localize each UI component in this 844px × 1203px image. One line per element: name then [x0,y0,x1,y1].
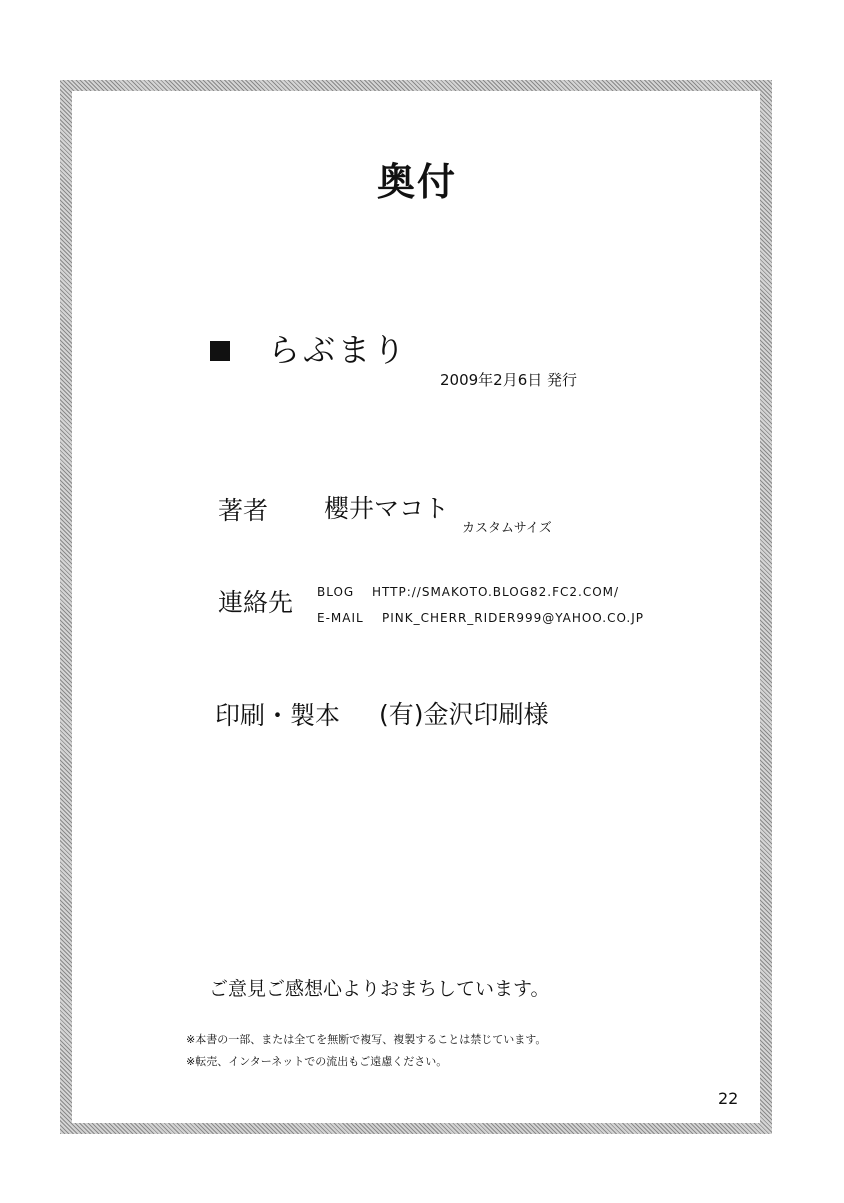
book-title: らぶまり [268,331,409,369]
square-bullet-icon [210,341,230,361]
printer-name: (有)金沢印刷様 [379,700,549,729]
publication-date: 2009年2月6日 発行 [440,371,578,389]
reader-message: ご意見ご感想心よりおまちしています。 [209,978,550,1000]
page-content [72,91,760,1123]
printing-label: 印刷・製本 [215,701,341,730]
contact-email-address: PINK_CHERR_RIDER999@YAHOO.CO.JP [382,611,644,625]
page-title: 奥付 [377,160,458,204]
contact-blog-label: BLOG [317,585,355,599]
circle-name: カスタムサイズ [462,521,552,536]
contact-email-label: E-MAIL [317,611,364,625]
page-number: 22 [718,1089,739,1108]
contact-label: 連絡先 [218,588,294,617]
author-label: 著者 [218,496,269,525]
page-border [60,80,772,1134]
copyright-note: ※本書の一部、または全てを無断で複写、複製することは禁じています。 [186,1033,547,1046]
copyright-note: ※転売、インターネットでの流出もご遠慮ください。 [186,1055,448,1068]
author-name: 櫻井マコト [324,494,450,523]
contact-blog-url: HTTP://SMAKOTO.BLOG82.FC2.COM/ [372,585,620,599]
